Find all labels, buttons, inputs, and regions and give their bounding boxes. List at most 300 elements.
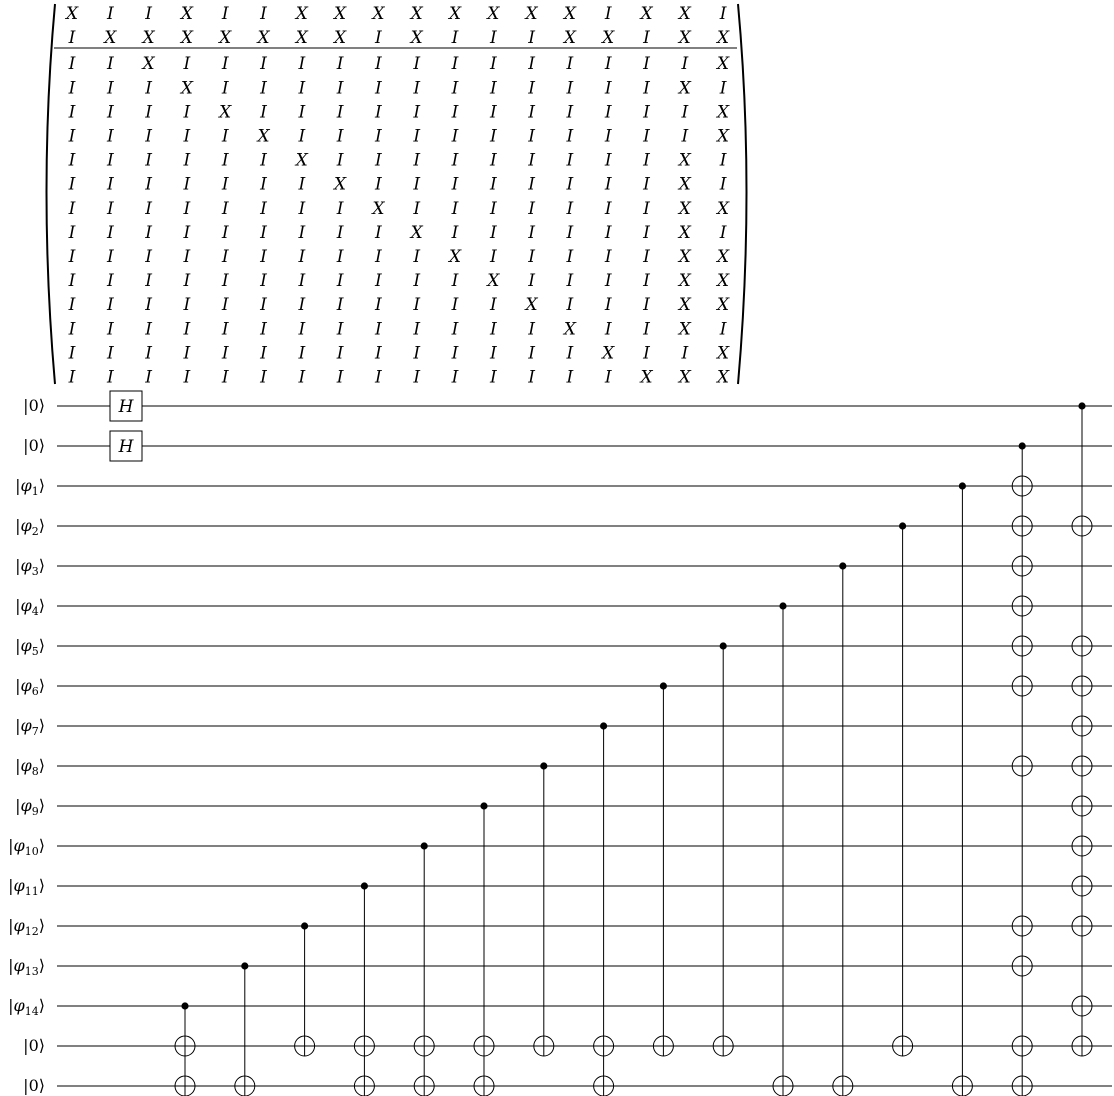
matrix-cell: I <box>260 54 267 75</box>
matrix-cell: X <box>678 28 691 49</box>
matrix-cell: I <box>336 54 344 75</box>
matrix-cell: I <box>298 367 306 388</box>
matrix-cell: I <box>336 319 344 340</box>
matrix-cell: X <box>563 28 576 49</box>
matrix-cell: I <box>145 367 152 388</box>
matrix-cell: I <box>145 174 152 195</box>
qubit-label <box>23 436 45 455</box>
matrix-cell: I <box>68 54 76 75</box>
qubit-label <box>15 636 45 658</box>
matrix-cell: X <box>410 4 423 24</box>
matrix-cell: I <box>68 126 76 147</box>
matrix-cell: I <box>260 295 267 316</box>
matrix-cell: I <box>336 150 344 171</box>
matrix-cell: I <box>145 271 152 292</box>
matrix-cell: X <box>640 4 653 24</box>
matrix-cell: I <box>183 367 191 388</box>
matrix-cell: X <box>487 271 500 292</box>
matrix-cell: I <box>719 319 727 340</box>
ket-open: | <box>8 956 14 975</box>
ket-close: ⟩ <box>38 636 45 655</box>
matrix-cell: I <box>451 150 459 171</box>
matrix-cell: I <box>566 198 574 219</box>
matrix-cell: I <box>413 271 421 292</box>
matrix-cell: I <box>489 343 497 364</box>
state-subscript: 1 <box>31 485 39 498</box>
matrix-cell: I <box>145 78 152 99</box>
matrix-cell: X <box>487 4 500 24</box>
matrix-cell: X <box>717 247 730 267</box>
matrix-cell: I <box>604 319 612 340</box>
state-symbol: φ <box>20 516 32 535</box>
matrix-cell: I <box>145 247 152 267</box>
matrix-cell: I <box>643 78 650 99</box>
control-dot <box>480 802 487 809</box>
matrix-cell: I <box>183 150 191 171</box>
matrix-cell: I <box>375 367 382 388</box>
matrix-cell: I <box>451 367 459 388</box>
ket-open: |0 <box>23 436 39 455</box>
matrix-cell: I <box>681 343 689 364</box>
ket-close: ⟩ <box>38 476 45 495</box>
matrix-cell: X <box>65 4 79 24</box>
matrix-cell: X <box>180 4 193 24</box>
matrix-cell: X <box>525 4 538 24</box>
matrix-cell: I <box>489 78 497 99</box>
ket-open: | <box>8 916 14 935</box>
matrix-cell: X <box>410 222 423 243</box>
matrix-cell: I <box>375 319 382 340</box>
matrix-cell: I <box>336 367 344 388</box>
matrix-cell: X <box>678 319 691 340</box>
hadamard-label: H <box>118 397 134 417</box>
matrix-cell: X <box>678 247 691 267</box>
matrix-cell: I <box>604 271 612 292</box>
matrix-cell: I <box>145 198 152 219</box>
matrix-cell: I <box>528 271 535 292</box>
matrix-cell: I <box>604 78 612 99</box>
matrix-cell: I <box>183 247 191 267</box>
matrix-cell: X <box>640 367 653 388</box>
ket-close: ⟩ <box>38 596 45 615</box>
matrix-cell: I <box>336 222 344 243</box>
matrix-cell: I <box>413 198 421 219</box>
matrix-cell: I <box>106 247 114 267</box>
matrix-cell: I <box>336 102 344 123</box>
matrix-cell: I <box>336 198 344 219</box>
matrix-cell: I <box>375 126 382 147</box>
matrix-cell: I <box>566 271 574 292</box>
matrix-cell: I <box>106 54 114 75</box>
matrix-cell: I <box>68 102 76 123</box>
matrix-cell: I <box>604 198 612 219</box>
matrix-cell: I <box>489 222 497 243</box>
matrix-cell: I <box>68 198 76 219</box>
control-dot <box>660 682 667 689</box>
ket-close: ⟩ <box>38 716 45 735</box>
matrix-cell: I <box>260 174 267 195</box>
state-subscript: 12 <box>24 925 39 938</box>
matrix-cell: I <box>221 367 229 388</box>
matrix-cell: I <box>413 295 421 316</box>
ket-close: ⟩ <box>38 1076 45 1095</box>
matrix-cell: I <box>260 102 267 123</box>
ket-open: | <box>8 836 14 855</box>
matrix-cell: X <box>717 54 730 75</box>
matrix-cell: I <box>451 174 459 195</box>
qubit-label <box>23 1076 45 1095</box>
matrix-cell: I <box>451 295 459 316</box>
matrix-cell: I <box>68 78 76 99</box>
matrix-cell: I <box>566 126 574 147</box>
matrix-cell: I <box>413 367 421 388</box>
qubit-label <box>15 676 45 698</box>
matrix-cell: X <box>219 28 232 49</box>
matrix-cell: X <box>295 28 308 49</box>
ket-close: ⟩ <box>38 796 45 815</box>
matrix-cell: X <box>180 78 193 99</box>
matrix-cell: I <box>145 150 152 171</box>
matrix-cell: I <box>336 271 344 292</box>
matrix-cell: I <box>451 319 459 340</box>
ket-open: | <box>15 556 21 575</box>
control-dot <box>839 562 846 569</box>
state-subscript: 4 <box>31 605 39 618</box>
matrix-cell: I <box>221 198 229 219</box>
ket-open: | <box>15 756 21 775</box>
matrix-cell: I <box>528 78 535 99</box>
matrix-cell: I <box>719 150 727 171</box>
ket-close: ⟩ <box>38 436 45 455</box>
matrix-cell: I <box>413 126 421 147</box>
qubit-label <box>15 716 45 738</box>
qubit-label <box>15 476 45 498</box>
matrix-cell: I <box>298 343 306 364</box>
ket-open: | <box>15 476 21 495</box>
matrix-cell: I <box>719 222 727 243</box>
matrix-cell: X <box>257 28 270 49</box>
ket-close: ⟩ <box>38 516 45 535</box>
matrix-cell: I <box>298 247 306 267</box>
matrix-cell: X <box>717 295 730 316</box>
matrix-cell: I <box>375 343 382 364</box>
matrix-cell: X <box>717 367 730 388</box>
matrix-cell: I <box>489 54 497 75</box>
state-subscript: 9 <box>31 805 39 818</box>
control-dot <box>241 962 248 969</box>
matrix-cell: I <box>260 150 267 171</box>
matrix-cell: I <box>106 222 114 243</box>
ket-open: | <box>15 676 21 695</box>
matrix-left-paren <box>47 4 56 384</box>
matrix-cell: I <box>183 222 191 243</box>
matrix-cell: I <box>183 271 191 292</box>
matrix-cell: I <box>221 295 229 316</box>
matrix-cell: I <box>183 343 191 364</box>
matrix-cell: I <box>68 174 76 195</box>
matrix-cell: I <box>183 295 191 316</box>
matrix-cell: I <box>451 271 459 292</box>
matrix-cell: I <box>298 198 306 219</box>
matrix-cell: I <box>719 4 727 24</box>
matrix-cell: I <box>604 4 612 24</box>
matrix-cell: I <box>375 174 382 195</box>
matrix-cell: I <box>298 102 306 123</box>
matrix-cell: I <box>604 150 612 171</box>
matrix-cell: I <box>719 174 727 195</box>
matrix-cell: X <box>257 126 270 147</box>
matrix-cell: X <box>104 28 117 49</box>
matrix-cell: I <box>413 247 421 267</box>
matrix-cell: I <box>604 222 612 243</box>
matrix-cell: I <box>68 271 76 292</box>
matrix-cell: I <box>643 319 650 340</box>
matrix-cell: I <box>604 174 612 195</box>
matrix-cell: X <box>678 174 691 195</box>
matrix-cell: I <box>566 222 574 243</box>
matrix-cell: I <box>106 198 114 219</box>
ket-open: | <box>15 716 21 735</box>
matrix-cell: I <box>451 126 459 147</box>
matrix-cell: I <box>298 271 306 292</box>
matrix-cell: I <box>260 367 267 388</box>
matrix-cell: I <box>566 174 574 195</box>
matrix-cell: I <box>298 319 306 340</box>
matrix-cell: I <box>260 4 267 24</box>
matrix-cell: I <box>375 247 382 267</box>
matrix-cell: X <box>295 150 308 171</box>
state-subscript: 14 <box>24 1005 39 1018</box>
matrix-cell: I <box>604 102 612 123</box>
matrix-cell: I <box>451 343 459 364</box>
ket-close: ⟩ <box>38 996 45 1015</box>
matrix-cell: I <box>489 319 497 340</box>
matrix-cell: I <box>375 28 382 49</box>
control-dot <box>1019 442 1026 449</box>
matrix-cell: I <box>643 126 650 147</box>
matrix-cell: I <box>413 150 421 171</box>
ket-close: ⟩ <box>38 556 45 575</box>
matrix-cell: X <box>525 295 538 316</box>
state-symbol: φ <box>20 596 32 615</box>
matrix-cell: X <box>563 319 576 340</box>
matrix-cell: X <box>372 198 385 219</box>
matrix-cell: I <box>643 102 650 123</box>
matrix-cell: I <box>681 102 689 123</box>
matrix-cell: X <box>410 28 423 49</box>
matrix-cell: I <box>566 343 574 364</box>
matrix-cell: I <box>221 247 229 267</box>
matrix-cell: I <box>183 198 191 219</box>
matrix-cell: I <box>221 343 229 364</box>
matrix-cell: I <box>489 174 497 195</box>
ket-open: | <box>15 636 21 655</box>
state-subscript: 2 <box>31 525 39 538</box>
matrix-cell: I <box>260 271 267 292</box>
qubit-label <box>8 916 45 938</box>
control-dot <box>421 842 428 849</box>
matrix-cell: I <box>221 174 229 195</box>
matrix-cell: I <box>106 126 114 147</box>
ket-open: |0 <box>23 1076 39 1095</box>
qubit-label <box>15 596 45 618</box>
control-dot <box>1078 402 1085 409</box>
ket-open: | <box>15 596 21 615</box>
matrix-right-paren <box>738 4 747 384</box>
matrix-cell: X <box>678 150 691 171</box>
matrix-cell: I <box>260 343 267 364</box>
matrix-cell: I <box>298 295 306 316</box>
state-symbol: φ <box>13 996 25 1015</box>
qubit-label <box>15 556 45 578</box>
state-symbol: φ <box>20 796 32 815</box>
matrix-cell: I <box>260 222 267 243</box>
matrix-cell: I <box>528 222 535 243</box>
control-dot <box>959 482 966 489</box>
control-dot <box>600 722 607 729</box>
matrix-cell: X <box>678 78 691 99</box>
matrix-cell: I <box>145 295 152 316</box>
matrix-cell: I <box>413 54 421 75</box>
matrix-cell: I <box>643 198 650 219</box>
matrix-cell: I <box>375 295 382 316</box>
state-symbol: φ <box>13 836 25 855</box>
matrix-cell: I <box>336 126 344 147</box>
matrix-cell: I <box>106 150 114 171</box>
state-subscript: 3 <box>31 565 39 578</box>
control-dot <box>301 922 308 929</box>
matrix-cell: X <box>678 367 691 388</box>
stabilizer-matrix <box>47 4 747 388</box>
matrix-cell: I <box>145 222 152 243</box>
matrix-cell: X <box>717 126 730 147</box>
qubit-label <box>15 796 45 818</box>
state-symbol: φ <box>13 956 25 975</box>
qubit-label <box>15 516 45 538</box>
control-dot <box>540 762 547 769</box>
matrix-cell: I <box>451 78 459 99</box>
matrix-cell: I <box>681 54 689 75</box>
state-symbol: φ <box>20 716 32 735</box>
qubit-label <box>8 996 45 1018</box>
matrix-cell: I <box>681 126 689 147</box>
state-symbol: φ <box>20 756 32 775</box>
matrix-cell: I <box>221 271 229 292</box>
matrix-cell: I <box>413 343 421 364</box>
matrix-cell: I <box>298 54 306 75</box>
matrix-cell: I <box>336 343 344 364</box>
matrix-cell: X <box>678 198 691 219</box>
ket-close: ⟩ <box>38 956 45 975</box>
matrix-cell: I <box>298 126 306 147</box>
state-subscript: 11 <box>24 885 39 898</box>
ket-close: ⟩ <box>38 916 45 935</box>
matrix-cell: I <box>145 4 152 24</box>
state-symbol: φ <box>20 556 32 575</box>
matrix-cell: I <box>106 174 114 195</box>
ket-close: ⟩ <box>38 876 45 895</box>
matrix-cell: I <box>221 78 229 99</box>
ket-close: ⟩ <box>38 396 45 415</box>
qubit-label <box>23 1036 45 1055</box>
matrix-cell: I <box>68 150 76 171</box>
matrix-cell: I <box>528 319 535 340</box>
matrix-cell: I <box>183 102 191 123</box>
state-subscript: 5 <box>31 645 39 658</box>
ket-open: | <box>8 876 14 895</box>
control-dot <box>899 522 906 529</box>
matrix-cell: I <box>68 343 76 364</box>
matrix-cell: I <box>489 126 497 147</box>
ket-open: | <box>15 516 21 535</box>
matrix-cell: I <box>643 28 650 49</box>
matrix-cell: I <box>336 78 344 99</box>
matrix-cell: I <box>145 319 152 340</box>
matrix-cell: X <box>448 247 462 267</box>
matrix-cell: X <box>334 4 347 24</box>
matrix-cell: X <box>142 28 155 49</box>
matrix-cell: X <box>142 54 155 75</box>
matrix-cell: I <box>298 174 306 195</box>
matrix-cell: X <box>295 4 308 24</box>
state-subscript: 6 <box>31 685 39 698</box>
matrix-cell: I <box>566 367 574 388</box>
matrix-cell: I <box>489 247 497 267</box>
matrix-cell: I <box>221 319 229 340</box>
matrix-cell: I <box>413 78 421 99</box>
matrix-cell: I <box>528 367 535 388</box>
matrix-cell: I <box>566 54 574 75</box>
matrix-cell: I <box>528 198 535 219</box>
matrix-cell: I <box>489 102 497 123</box>
matrix-cell: I <box>566 295 574 316</box>
control-dot <box>181 1002 188 1009</box>
matrix-cell: I <box>451 54 459 75</box>
matrix-cell: I <box>106 343 114 364</box>
matrix-cell: I <box>489 295 497 316</box>
matrix-cell: I <box>106 319 114 340</box>
matrix-cell: I <box>528 343 535 364</box>
ket-close: ⟩ <box>38 1036 45 1055</box>
matrix-cell: I <box>221 126 229 147</box>
matrix-cell: X <box>717 343 730 364</box>
state-subscript: 10 <box>24 845 39 858</box>
matrix-cell: I <box>68 28 76 49</box>
matrix-cell: X <box>717 28 730 49</box>
matrix-cell: I <box>489 150 497 171</box>
matrix-cell: I <box>375 271 382 292</box>
matrix-cell: X <box>334 28 347 49</box>
matrix-cell: I <box>451 222 459 243</box>
state-subscript: 13 <box>24 965 39 978</box>
matrix-cell: I <box>221 150 229 171</box>
qubit-label <box>23 396 45 415</box>
matrix-cell: I <box>221 4 229 24</box>
matrix-cell: I <box>566 102 574 123</box>
state-symbol: φ <box>20 676 32 695</box>
matrix-cell: I <box>489 367 497 388</box>
matrix-cell: X <box>678 271 691 292</box>
matrix-cell: X <box>678 4 691 24</box>
matrix-cell: X <box>180 28 193 49</box>
matrix-cell: I <box>298 222 306 243</box>
ket-open: | <box>8 996 14 1015</box>
matrix-cell: I <box>451 28 459 49</box>
matrix-cell: I <box>68 319 76 340</box>
matrix-cell: I <box>528 247 535 267</box>
matrix-cell: X <box>334 174 347 195</box>
matrix-cell: I <box>375 102 382 123</box>
